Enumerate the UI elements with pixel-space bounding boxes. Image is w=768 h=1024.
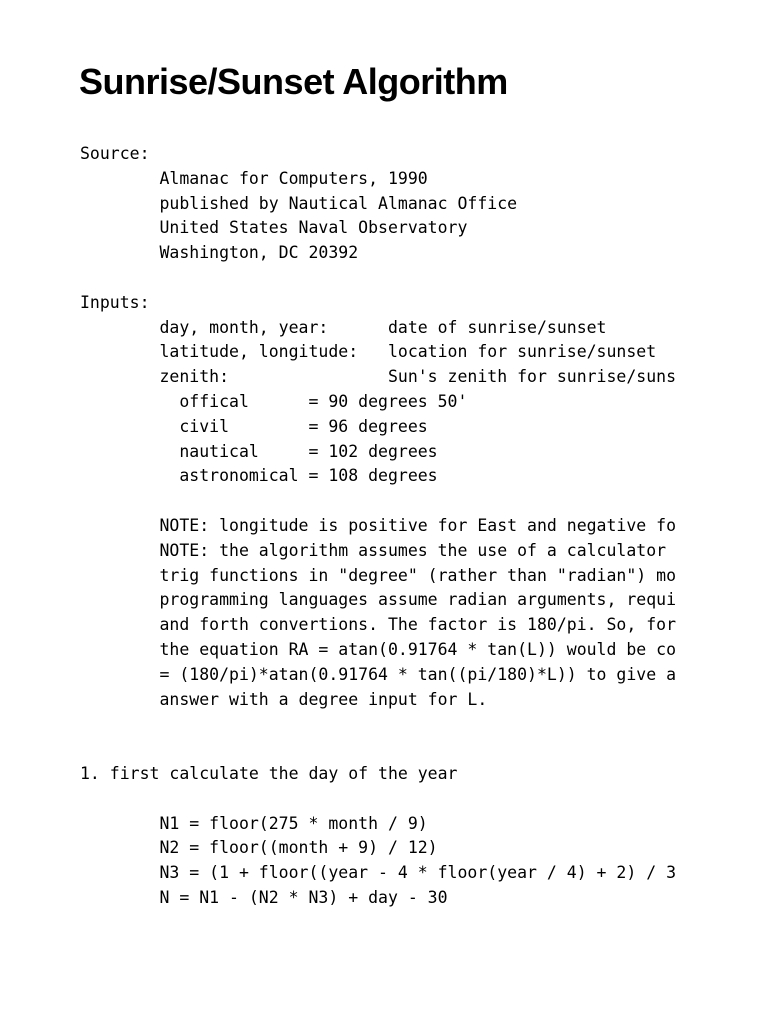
code-line: Inputs: [80, 292, 150, 312]
algorithm-code-block [80, 142, 694, 1012]
code-line: answer with a degree input for L. [80, 689, 488, 709]
code-line: 1. first calculate the day of the year [80, 763, 458, 783]
code-line: NOTE: longitude is positive for East and negative fo [80, 515, 677, 535]
code-line: astronomical = 108 degrees [80, 466, 438, 486]
code-line [80, 489, 694, 514]
code-line: offical = 90 degrees 50' [80, 391, 468, 411]
code-line: N = N1 - (N2 * N3) + day - 30 [80, 887, 448, 907]
code-line: Source: [80, 144, 150, 163]
code-line [80, 737, 694, 762]
code-line [80, 266, 694, 291]
code-line: = (180/pi)*atan(0.91764 * tan((pi/180)*L)) to give a [80, 664, 677, 684]
code-line: United States Naval Observatory [80, 218, 468, 238]
code-line: zenith: Sun's zenith for sunrise/suns [80, 367, 677, 387]
code-line: trig functions in "degree" (rather than "radian") mo [80, 565, 677, 585]
code-line: civil = 96 degrees [80, 416, 428, 436]
code-line [80, 712, 694, 737]
code-line: latitude, longitude: location for sunrise/sunset [80, 342, 657, 362]
code-line [80, 787, 694, 812]
code-line: programming languages assume radian arguments, requi [80, 590, 677, 610]
code-line: and forth convertions. The factor is 180/pi. So, for [80, 615, 677, 635]
code-line: N2 = floor((month + 9) / 12) [80, 838, 438, 858]
code-line: the equation RA = atan(0.91764 * tan(L)) would be co [80, 639, 677, 659]
page-title: Sunrise/Sunset Algorithm [79, 61, 508, 102]
code-line: published by Nautical Almanac Office [80, 193, 518, 213]
code-line: NOTE: the algorithm assumes the use of a calculator [80, 540, 667, 560]
code-line: nautical = 102 degrees [80, 441, 438, 461]
code-line: N3 = (1 + floor((year - 4 * floor(year / 4) + 2) / 3 [80, 863, 677, 883]
code-line: Almanac for Computers, 1990 [80, 168, 428, 188]
code-line: Washington, DC 20392 [80, 243, 359, 263]
code-line: N1 = floor(275 * month / 9) [80, 813, 428, 833]
code-line: day, month, year: date of sunrise/sunset [80, 317, 607, 337]
